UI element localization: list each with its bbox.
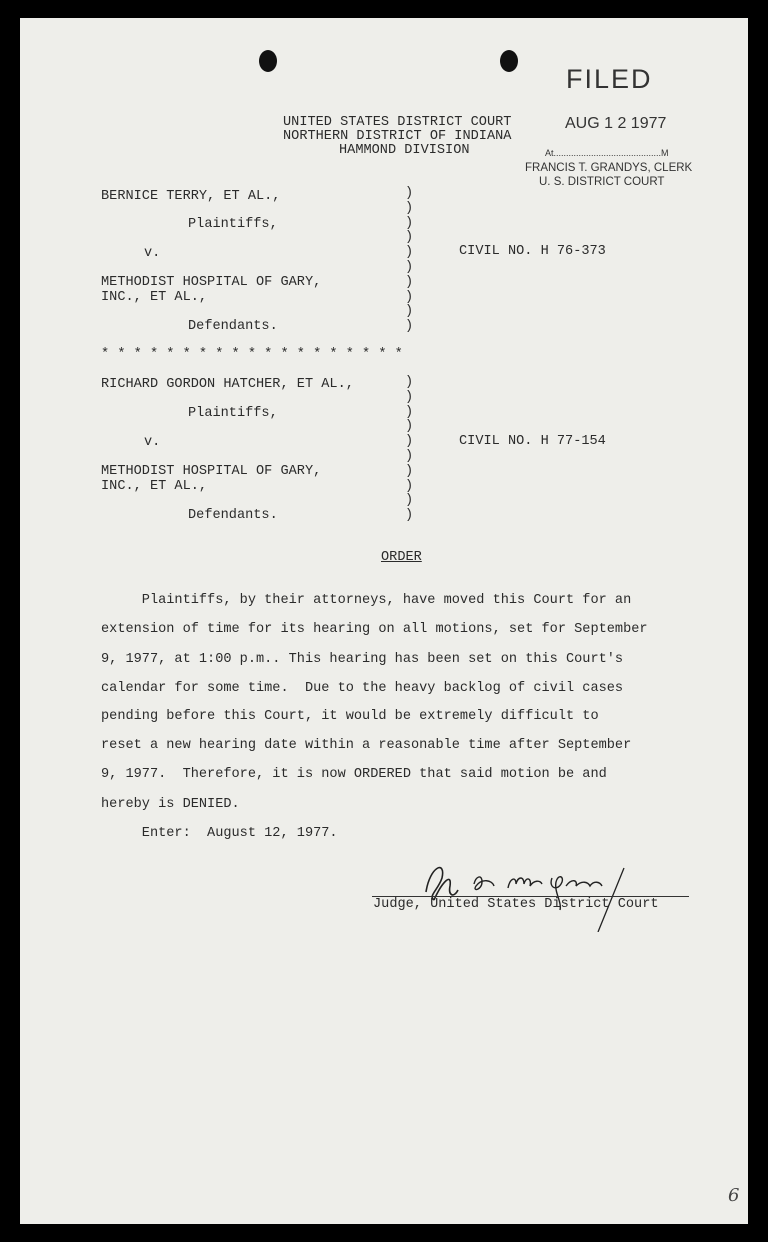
order-line-4: calendar for some time. Due to the heavy backlog of civil cases xyxy=(101,681,624,696)
case1-defendants-label: Defendants. xyxy=(188,319,278,334)
separator-asterisks: * * * * * * * * * * * * * * * * * * * xyxy=(101,347,403,362)
order-line-2: extension of time for its hearing on all motions, set for September xyxy=(101,622,648,637)
case1-defendant-line1: METHODIST HOSPITAL OF GARY, xyxy=(101,275,322,290)
filed-stamp-at: At...........................................M xyxy=(545,148,669,158)
signature-label: Judge, United States District Court xyxy=(373,897,659,912)
case1-defendant-line2: INC., ET AL., xyxy=(101,290,208,305)
case2-defendant-line2: INC., ET AL., xyxy=(101,479,208,494)
case1-bracket: ) ) ) ) ) ) ) ) ) ) xyxy=(405,186,414,335)
case2-plaintiff: RICHARD GORDON HATCHER, ET AL., xyxy=(101,377,354,392)
judge-signature xyxy=(412,852,652,932)
case2-defendants-label: Defendants. xyxy=(188,508,278,523)
case1-plaintiffs-label: Plaintiffs, xyxy=(188,217,278,232)
order-line-5: pending before this Court, it would be extremely difficult to xyxy=(101,709,599,724)
filed-stamp-title: FILED xyxy=(566,64,653,94)
case2-defendant-line1: METHODIST HOSPITAL OF GARY, xyxy=(101,464,322,479)
court-name: UNITED STATES DISTRICT COURT xyxy=(283,115,512,130)
filed-stamp-date: AUG 1 2 1977 xyxy=(565,115,667,132)
case2-bracket: ) ) ) ) ) ) ) ) ) ) xyxy=(405,375,414,524)
filed-stamp-clerk: FRANCIS T. GRANDYS, CLERK xyxy=(525,162,693,174)
case2-plaintiffs-label: Plaintiffs, xyxy=(188,406,278,421)
case2-versus: v. xyxy=(144,435,161,450)
order-line-1: Plaintiffs, by their attorneys, have moved this Court for an xyxy=(101,593,632,608)
case1-versus: v. xyxy=(144,246,161,261)
division-name: HAMMOND DIVISION xyxy=(339,143,470,158)
page-mark: 6 xyxy=(728,1185,740,1206)
order-line-8: hereby is DENIED. xyxy=(101,797,240,812)
punch-hole-right xyxy=(500,50,518,72)
case1-plaintiff: BERNICE TERRY, ET AL., xyxy=(101,189,281,204)
order-line-3: 9, 1977, at 1:00 p.m.. This hearing has been set on this Court's xyxy=(101,652,624,667)
order-enter-date: Enter: August 12, 1977. xyxy=(101,826,338,841)
district-name: NORTHERN DISTRICT OF INDIANA xyxy=(283,129,512,144)
order-line-6: reset a new hearing date within a reasonable time after September xyxy=(101,738,632,753)
case2-civil-number: CIVIL NO. H 77-154 xyxy=(459,434,606,449)
order-title: ORDER xyxy=(381,550,422,565)
punch-hole-left xyxy=(259,50,277,72)
order-line-7: 9, 1977. Therefore, it is now ORDERED that said motion be and xyxy=(101,767,607,782)
case1-civil-number: CIVIL NO. H 76-373 xyxy=(459,244,606,259)
filed-stamp-court: U. S. DISTRICT COURT xyxy=(539,176,665,188)
